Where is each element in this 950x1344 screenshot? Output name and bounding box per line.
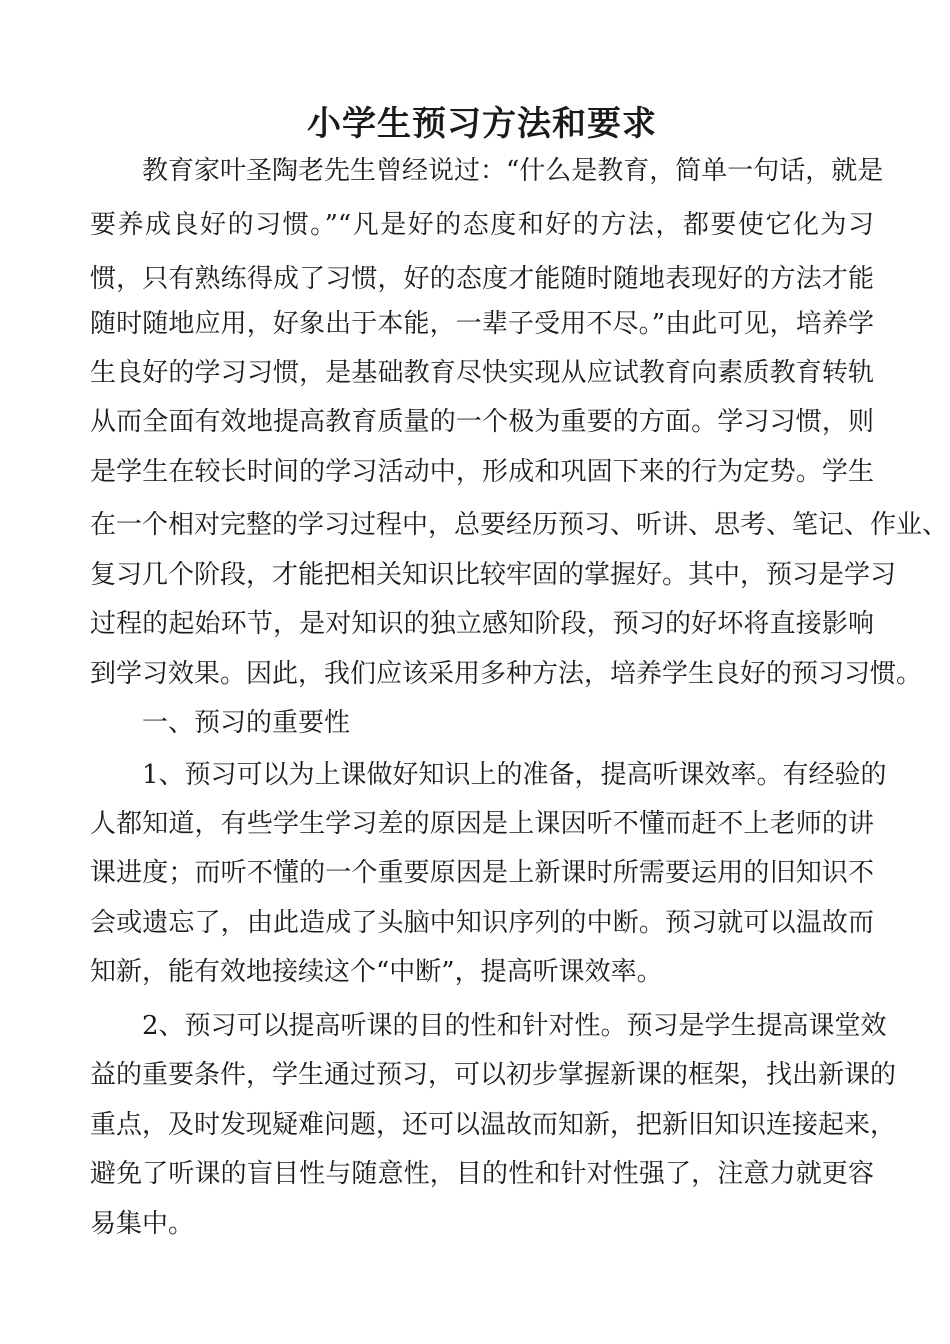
paragraph-line: 生良好的学习习惯，是基础教育尽快实现从应试教育向素质教育转轨 [90, 358, 874, 388]
paragraph-line: 易集中。 [90, 1209, 195, 1239]
paragraph-line: 在一个相对完整的学习过程中，总要经历预习、听讲、思考、笔记、作业、 [90, 510, 949, 540]
paragraph-line: 随时随地应用，好象出于本能，一辈子受用不尽。”由此可见，培养学 [90, 309, 874, 339]
paragraph-line: 复习几个阶段，才能把相关知识比较牢固的掌握好。其中，预习是学习 [90, 560, 897, 590]
paragraph-line: 要养成良好的习惯。”“凡是好的态度和好的方法，都要使它化为习 [90, 210, 874, 240]
paragraph-line: 惯，只有熟练得成了习惯，好的态度才能随时随地表现好的方法才能 [90, 264, 874, 294]
paragraph-line: 避免了听课的盲目性与随意性，目的性和针对性强了，注意力就更容 [90, 1159, 874, 1189]
paragraph-line: 到学习效果。因此，我们应该采用多种方法，培养学生良好的预习习惯。 [90, 659, 923, 689]
paragraph-line: 重点，及时发现疑难问题，还可以温故而知新，把新旧知识连接起来， [90, 1110, 897, 1140]
paragraph-line: 教育家叶圣陶老先生曾经说过：“什么是教育，简单一句话，就是 [142, 156, 884, 186]
paragraph-line: 过程的起始环节，是对知识的独立感知阶段，预习的好坏将直接影响 [90, 609, 874, 639]
paragraph-line: 会或遗忘了，由此造成了头脑中知识序列的中断。预习就可以温故而 [90, 908, 874, 938]
paragraph-line: 1、预习可以为上课做好知识上的准备，提高听课效率。有经验的 [142, 760, 887, 790]
section-heading: 一、预习的重要性 [142, 708, 351, 738]
paragraph-line: 课进度；而听不懂的一个重要原因是上新课时所需要运用的旧知识不 [90, 858, 874, 888]
document-title: 小学生预习方法和要求 [307, 104, 657, 144]
document-page [90, 0, 949, 1344]
paragraph-line: 人都知道，有些学生学习差的原因是上课因听不懂而赶不上老师的讲 [90, 809, 874, 839]
paragraph-line: 是学生在较长时间的学习活动中，形成和巩固下来的行为定势。学生 [90, 457, 874, 487]
paragraph-line: 益的重要条件，学生通过预习，可以初步掌握新课的框架，找出新课的 [90, 1060, 897, 1090]
paragraph-line: 知新，能有效地接续这个“中断”，提高听课效率。 [90, 957, 663, 987]
paragraph-line: 从而全面有效地提高教育质量的一个极为重要的方面。学习习惯，则 [90, 407, 874, 437]
paragraph-line: 2、预习可以提高听课的目的性和针对性。预习是学生提高课堂效 [142, 1011, 887, 1041]
